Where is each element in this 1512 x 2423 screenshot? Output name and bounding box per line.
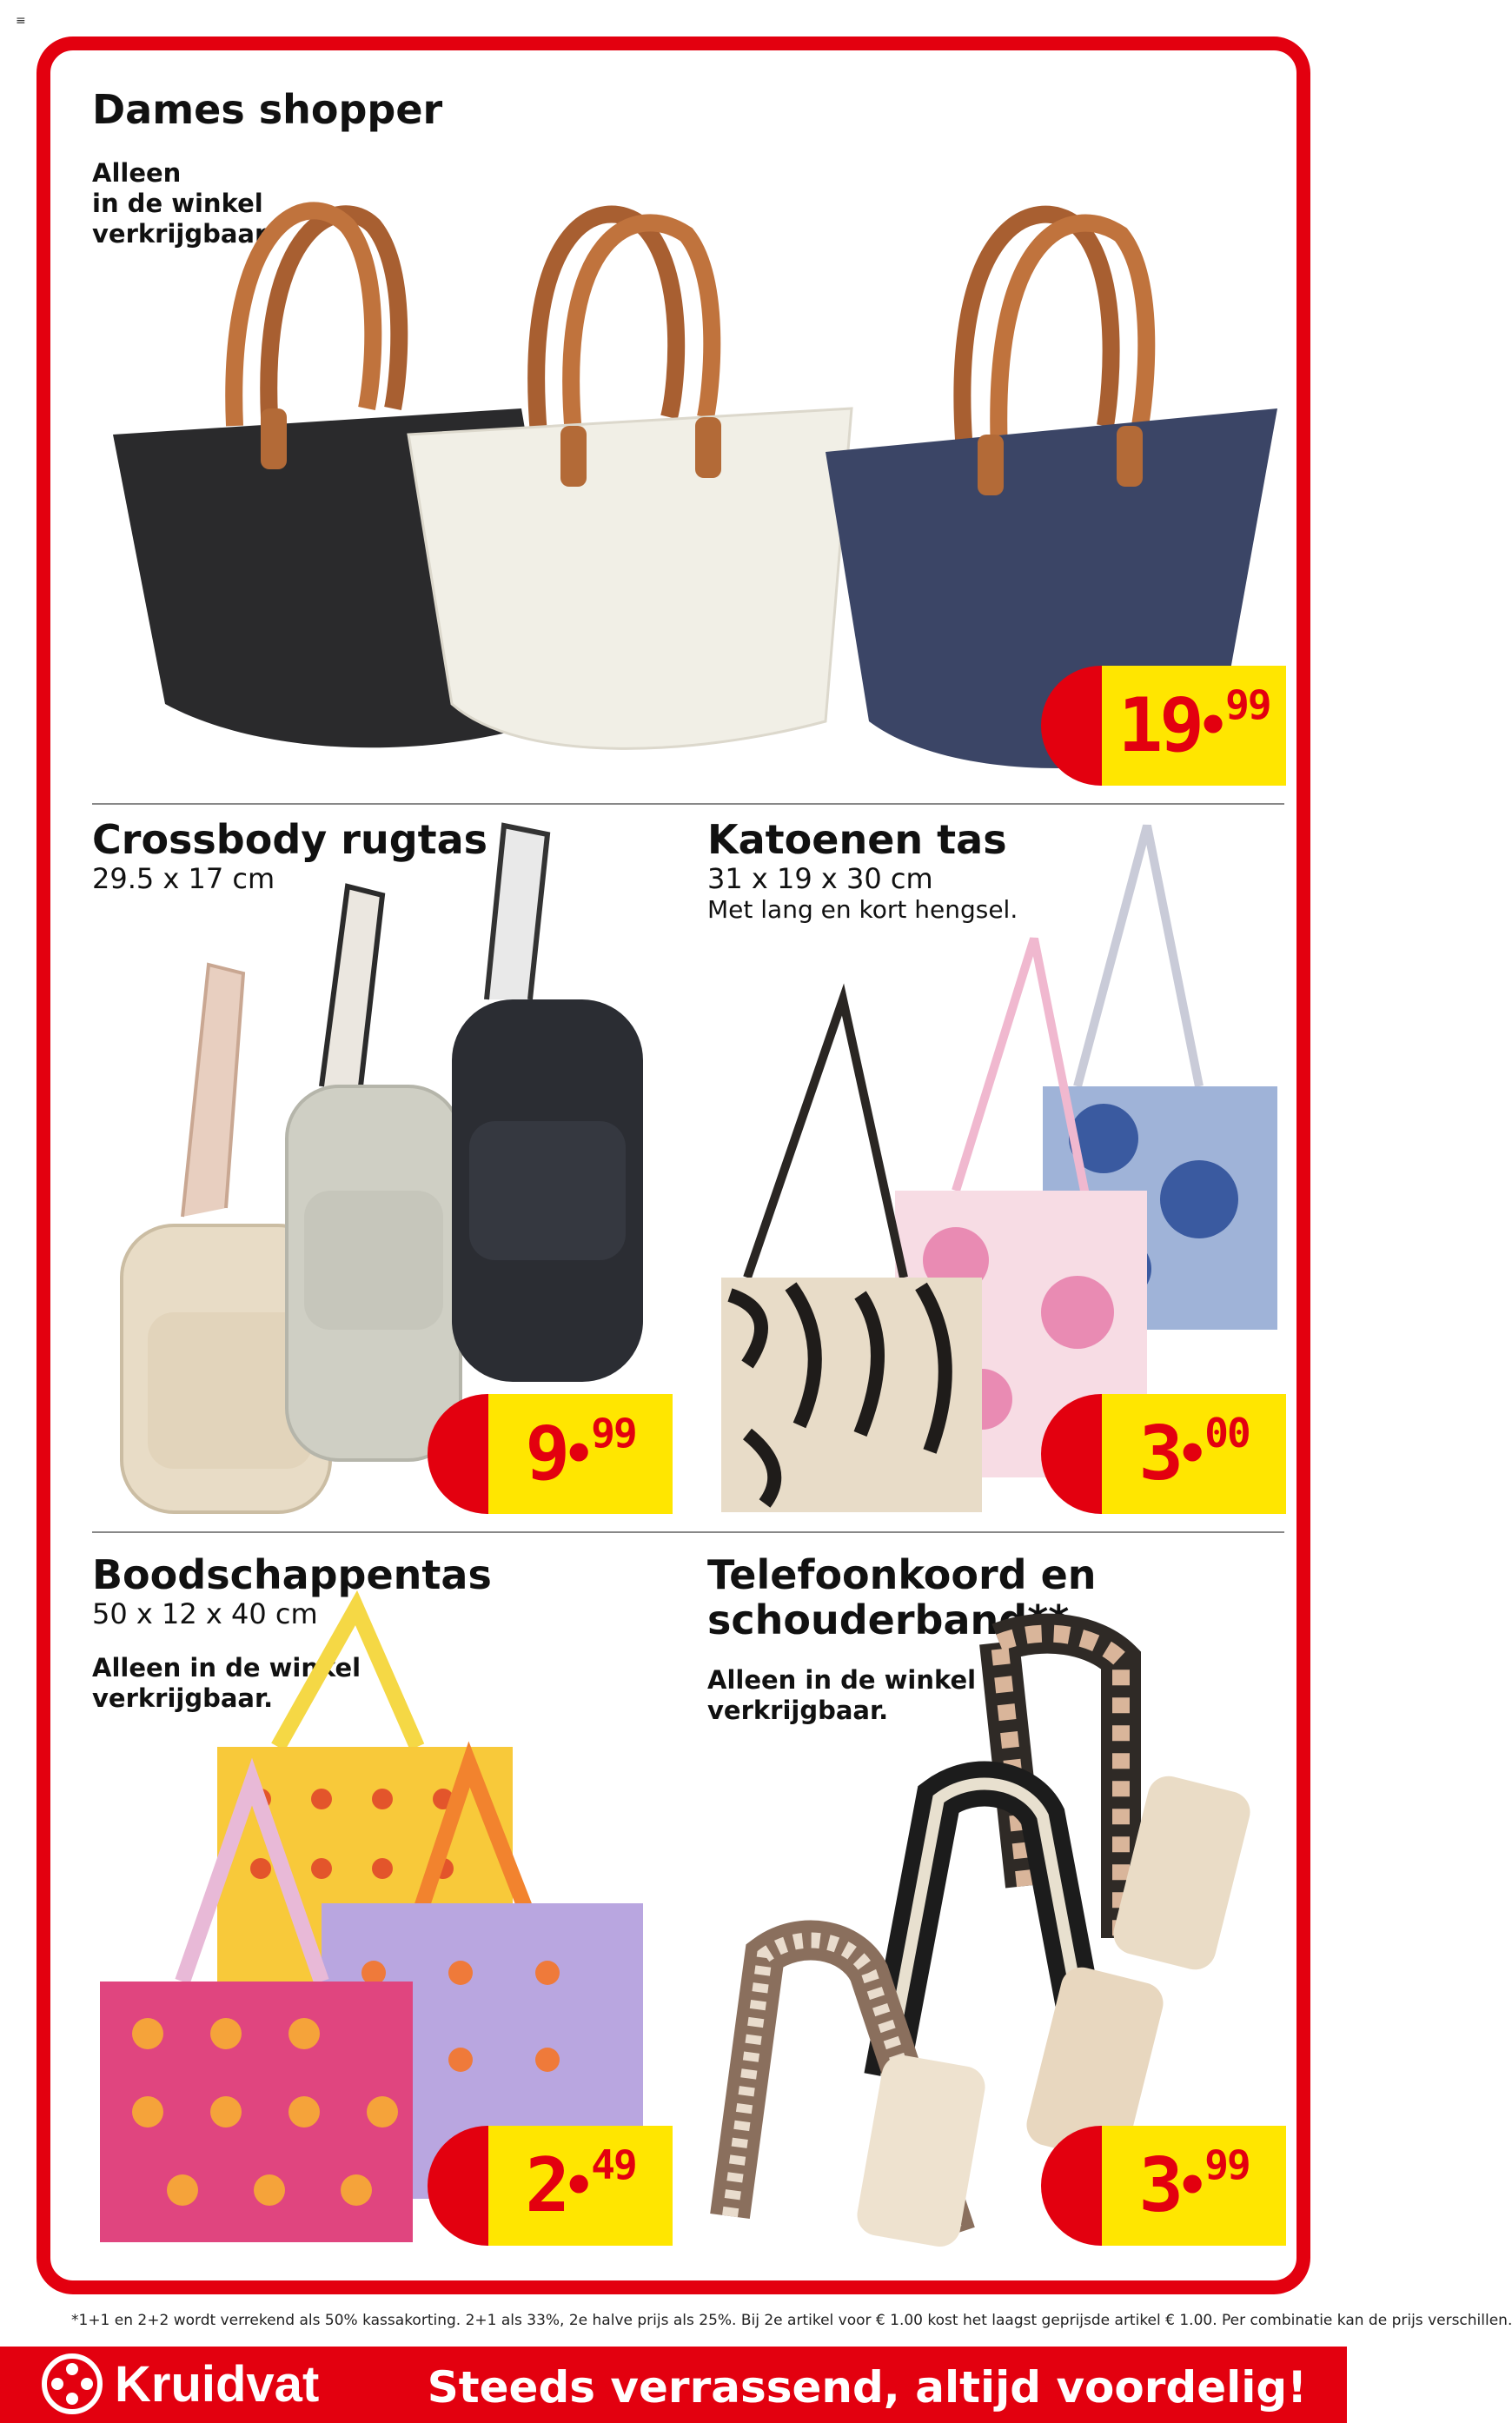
price-dot: • xyxy=(563,1424,595,1484)
shopper-note-line-1: Alleen xyxy=(92,158,182,188)
boodschap-price-tag xyxy=(428,2126,673,2246)
price-tag-red-cap xyxy=(1041,666,1102,786)
price-tag-red-cap xyxy=(1041,2126,1102,2246)
price-tag-red-cap xyxy=(428,2126,488,2246)
price-dot: • xyxy=(563,2155,595,2216)
boodschap-price-main: 2 xyxy=(525,2142,567,2229)
telefoon-title-line-1: Telefoonkoord en xyxy=(707,1551,1097,1598)
price-tag-yellow-box xyxy=(1102,1394,1286,1514)
shopper-title: Dames shopper xyxy=(92,86,443,133)
price-tag-yellow-box xyxy=(488,2126,673,2246)
katoen-price-main: 3 xyxy=(1138,1411,1181,1497)
price-tag-yellow-box xyxy=(488,1394,673,1514)
shopper-note-line-2: in de winkel xyxy=(92,189,263,218)
crossbody-size: 29.5 x 17 cm xyxy=(92,862,275,895)
telefoon-title-line-2: schouderband** xyxy=(707,1597,1070,1643)
crossbody-price-tag xyxy=(428,1394,673,1514)
boodschap-price-cents: 49 xyxy=(591,2141,636,2188)
shopper-price-tag xyxy=(1041,666,1286,786)
section-divider xyxy=(92,803,1284,805)
shopper-price-cents: 99 xyxy=(1225,681,1270,728)
shopper-note-line-3: verkrijgbaar. xyxy=(92,219,274,249)
boodschap-title: Boodschappentas xyxy=(92,1551,492,1598)
grey-crossbody xyxy=(287,886,461,1460)
katoen-title: Katoenen tas xyxy=(707,816,1007,863)
boodschap-size: 50 x 12 x 40 cm xyxy=(92,1597,318,1630)
price-dot: • xyxy=(1177,2155,1209,2216)
crossbody-title: Crossbody rugtas xyxy=(92,816,488,863)
crossbody-price-main: 9 xyxy=(525,1411,567,1497)
katoen-price-tag xyxy=(1041,1394,1286,1514)
price-dot: • xyxy=(1177,1424,1209,1484)
kruidvat-logo-icon xyxy=(42,2353,103,2414)
shopper-price-main: 19 xyxy=(1117,682,1202,769)
kruidvat-logo[interactable] xyxy=(42,2353,319,2414)
telefoon-price-cents: 99 xyxy=(1204,2141,1250,2188)
cream-shopper xyxy=(408,214,852,748)
price-tag-red-cap xyxy=(428,1394,488,1514)
telefoon-price-main: 3 xyxy=(1138,2142,1181,2229)
price-tag-yellow-box xyxy=(1102,2126,1286,2246)
telefoon-price-tag xyxy=(1041,2126,1286,2246)
section-divider xyxy=(92,1531,1284,1533)
telefoon-note-line-2: verkrijgbaar. xyxy=(707,1696,889,1725)
boodschap-note-line-1: Alleen in de winkel xyxy=(92,1653,361,1683)
katoen-price-cents: 00 xyxy=(1204,1410,1250,1457)
price-tag-yellow-box xyxy=(1102,666,1286,786)
menu-glyph: ≡ xyxy=(16,14,26,28)
brand-slogan: Steeds verrassend, altijd voordelig! xyxy=(427,2362,1307,2413)
boodschap-note-line-2: verkrijgbaar. xyxy=(92,1683,274,1713)
katoen-size: 31 x 19 x 30 cm xyxy=(707,862,933,895)
crossbody-price-cents: 99 xyxy=(591,1410,636,1457)
footnote: *1+1 en 2+2 wordt verrekend als 50% kassakorting. 2+1 als 33%, 2e halve prijs als 25%. Bij 2e artikel voor € 1.00 kost het laagst geprijsde artikel € 1.00. Per combinatie kan de prijs verschillen. xyxy=(71,2312,1512,2329)
price-dot: • xyxy=(1197,695,1230,756)
telefoon-note-line-1: Alleen in de winkel xyxy=(707,1665,977,1695)
brand-name: Kruidvat xyxy=(115,2355,320,2413)
katoen-detail: Met lang en kort hengsel. xyxy=(707,895,1018,924)
price-tag-red-cap xyxy=(1041,1394,1102,1514)
black-crossbody xyxy=(452,826,643,1382)
